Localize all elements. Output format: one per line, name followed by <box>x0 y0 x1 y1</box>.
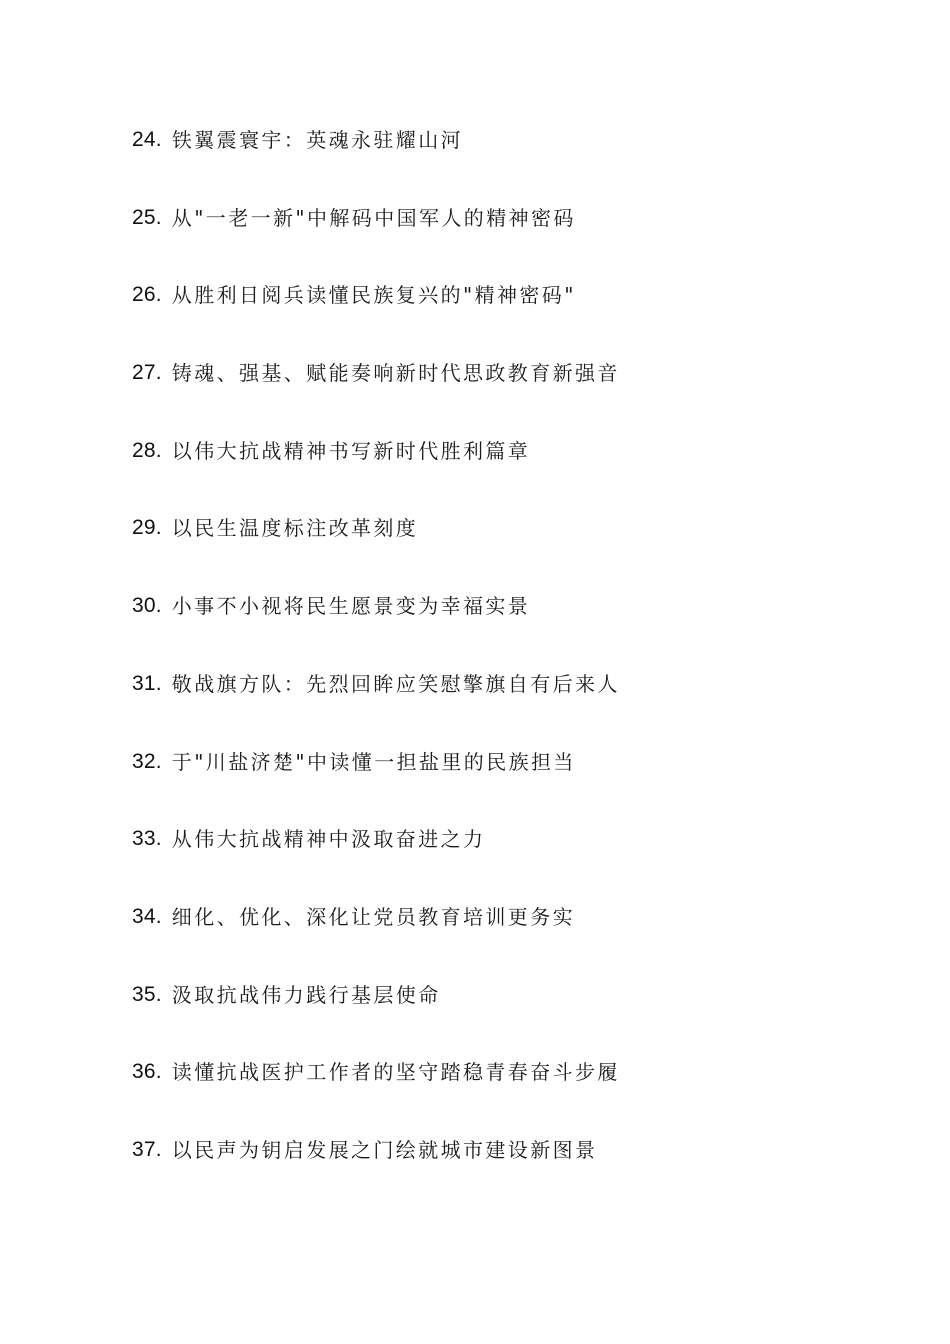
list-item <box>132 979 892 1057</box>
item-text: 汲取抗战伟力践行基层使命 <box>171 982 441 1007</box>
list-item <box>132 202 892 280</box>
list-item <box>132 435 892 513</box>
item-number: 24. <box>132 128 162 151</box>
item-text: 读懂抗战医护工作者的坚守踏稳青春奋斗步履 <box>171 1060 620 1085</box>
item-text: 铁翼震寰宇：英魂永驻耀山河 <box>171 128 463 152</box>
item-text: 细化、优化、深化让党员教育培训更务实 <box>171 904 575 929</box>
item-text: 以民生温度标注改革刻度 <box>171 516 419 541</box>
item-number: 34. <box>132 904 162 928</box>
item-number: 31. <box>132 671 162 695</box>
item-text: 铸魂、强基、赋能奏响新时代思政教育新强音 <box>171 361 620 386</box>
item-number: 37. <box>132 1137 162 1161</box>
item-number: 32. <box>132 749 162 773</box>
item-number: 33. <box>132 827 162 851</box>
item-text: 小事不小视将民生愿景变为幸福实景 <box>171 594 531 619</box>
item-number: 29. <box>132 516 162 540</box>
list-item <box>132 668 892 746</box>
list-item <box>132 590 892 668</box>
list-item <box>132 124 892 202</box>
list-item <box>132 357 892 435</box>
item-number: 30. <box>132 594 162 618</box>
item-text: 敬战旗方队：先烈回眸应笑慰擎旗自有后来人 <box>171 671 620 696</box>
list-item <box>132 1134 892 1212</box>
title-list <box>132 124 892 1212</box>
item-number: 36. <box>132 1060 162 1084</box>
item-text: 从"一老一新"中解码中国军人的精神密码 <box>171 205 576 230</box>
list-item <box>132 279 892 357</box>
item-text: 从胜利日阅兵读懂民族复兴的"精神密码" <box>171 283 576 308</box>
item-number: 26. <box>132 283 162 307</box>
item-number: 35. <box>132 982 162 1006</box>
list-item <box>132 746 892 824</box>
item-text: 以民声为钥启发展之门绘就城市建设新图景 <box>171 1137 598 1162</box>
list-item <box>132 823 892 901</box>
list-item <box>132 901 892 979</box>
item-number: 28. <box>132 438 162 462</box>
item-text: 从伟大抗战精神中汲取奋进之力 <box>171 827 486 852</box>
item-number: 25. <box>132 205 162 229</box>
item-number: 27. <box>132 361 162 385</box>
list-item <box>132 512 892 590</box>
item-text: 以伟大抗战精神书写新时代胜利篇章 <box>171 438 531 463</box>
list-item <box>132 1056 892 1134</box>
item-text: 于"川盐济楚"中读懂一担盐里的民族担当 <box>171 749 576 774</box>
